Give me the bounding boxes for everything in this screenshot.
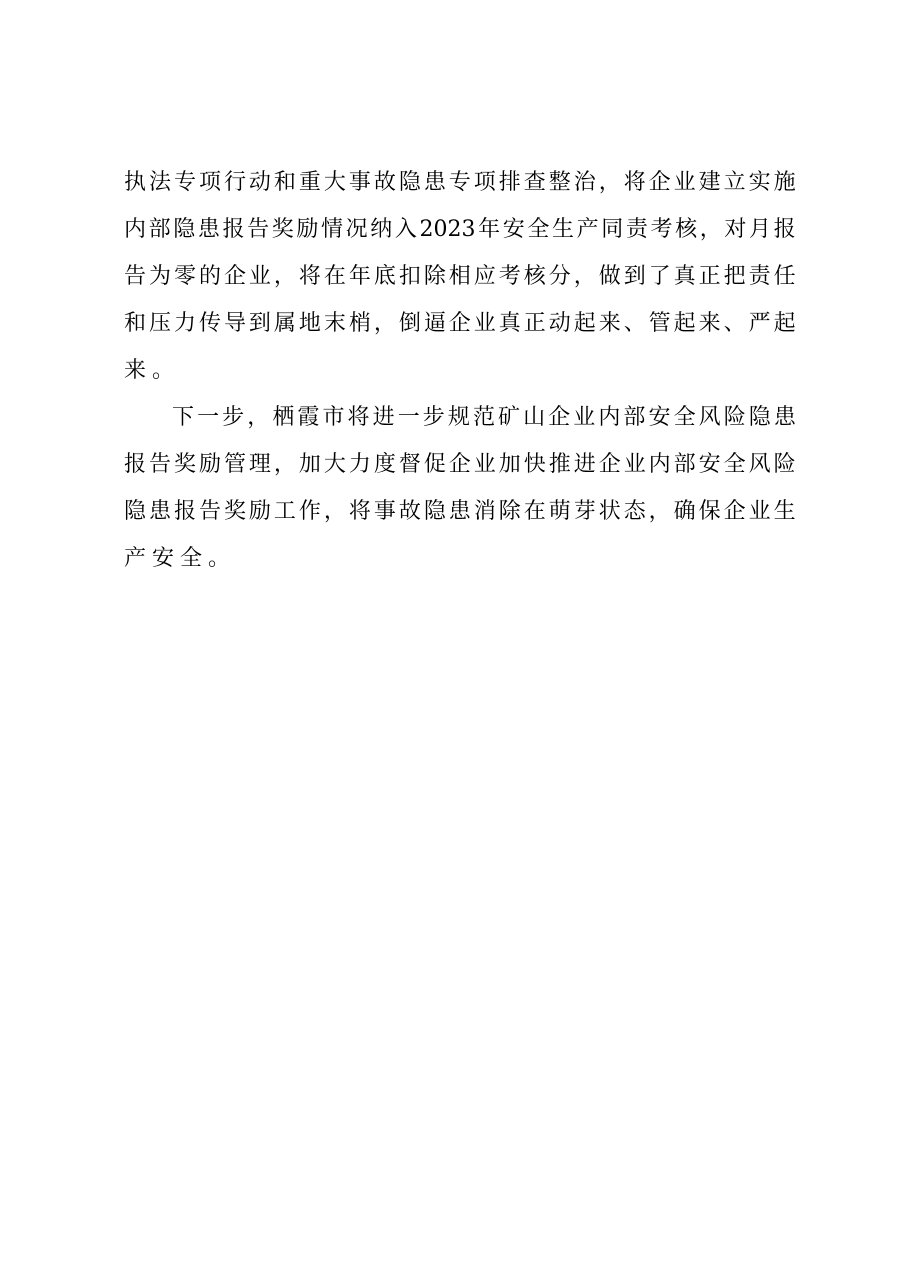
paragraph-2-line-3: 隐 患 报 告 奖 励 工 作 ， 将 事 故 隐 患 消 除 在 萌 芽 状 态 ， 确 保 企 业 生 (124, 499, 796, 524)
paragraph-2-line-2: 报 告 奖 励 管 理 ， 加 大 力 度 督 促 企 业 加 快 推 进 企 业 内 部 安 全 风 险 (124, 452, 796, 477)
paragraph-2-line-1: 下 一 步 ， 栖 霞 市 将 进 一 步 规 范 矿 山 企 业 内 部 安 全 风 险 隐 患 (172, 405, 796, 430)
paragraph-1-line-3: 告 为 零 的 企 业 ， 将 在 年 底 扣 除 相 应 考 核 分 ， 做 到 了 真 正 把 责 任 (124, 264, 796, 289)
paragraph-1-line-1: 执 法 专 项 行 动 和 重 大 事 故 隐 患 专 项 排 查 整 治 ， 将 企 业 建 立 实 施 (124, 170, 796, 195)
paragraph-2-line-4: 产安全。 (124, 546, 237, 571)
paragraph-1-line-4: 和 压 力 传 导 到 属 地 末 梢 ， 倒 逼 企 业 真 正 动 起 来 、 管 起 来 、 严 起 (124, 311, 796, 336)
paragraph-1-line-5: 来。 (124, 358, 181, 383)
document-body (124, 159, 796, 582)
paragraph-1-line-2: 内 部 隐 患 报 告 奖 励 情 况 纳 入 2023 年 安 全 生 产 同 责 考 核 ， 对 月 报 (124, 217, 796, 242)
